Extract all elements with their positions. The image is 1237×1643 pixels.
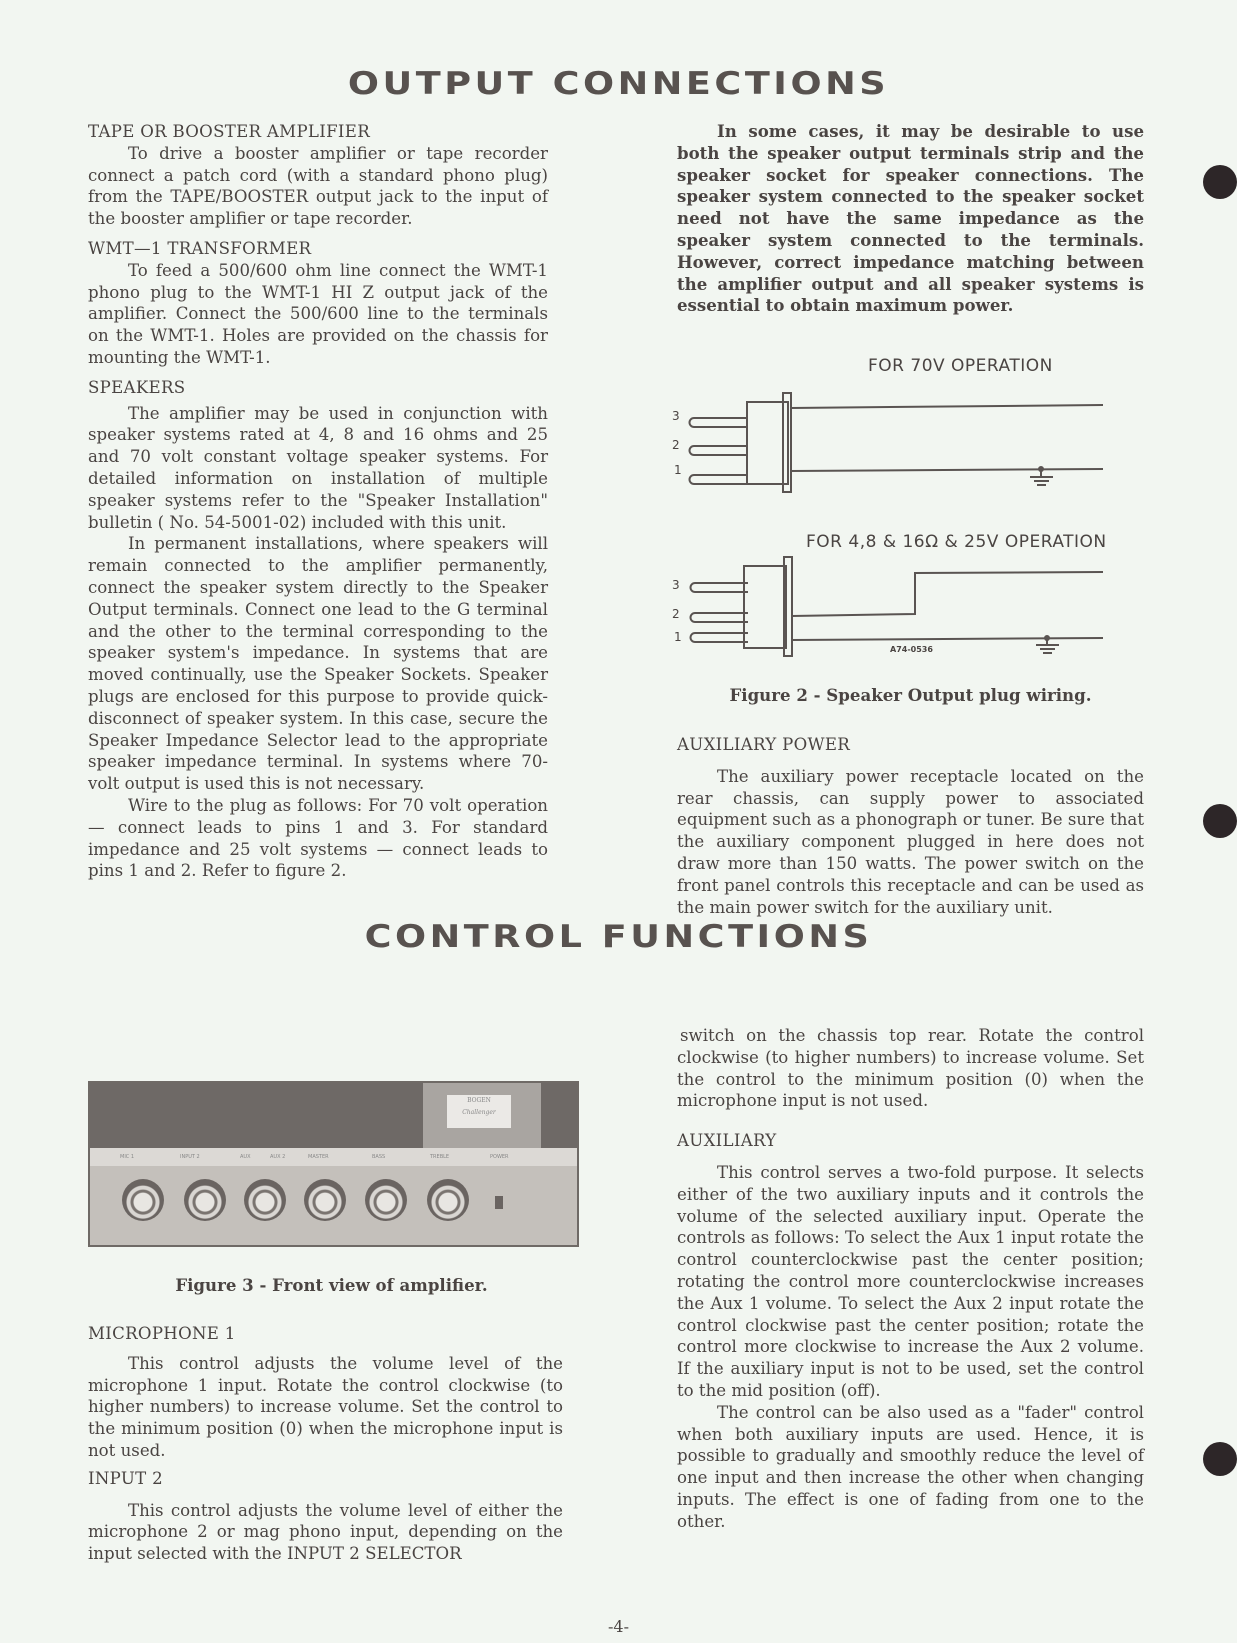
figure3-caption: Figure 3 - Front view of amplifier. xyxy=(175,1275,488,1295)
amp-model: Challenger xyxy=(462,1109,496,1116)
label-power: POWER xyxy=(490,1154,509,1160)
wmt-body: To feed a 500/600 ohm line connect the WMT-1 phono plug to the WMT-1 HI Z output jack of the amplifier. Connect the 500/600 line to the terminals on the WMT-1. Holes are provided on the chassis for mounting the WMT-1. xyxy=(88,260,548,367)
control-functions-right-column xyxy=(677,1025,1144,1533)
aux-power-body: The auxiliary power receptacle located on the rear chassis, can supply power to associated equipment such as a phonograph or tuner. Be sure that the auxiliary component plugged in here does not draw more than 150 watts. The power switch on the front panel controls this receptacle and can be used as the main power switch for the auxiliary unit. xyxy=(677,766,1144,917)
tape-booster-body: To drive a booster amplifier or tape recorder connect a patch cord (with a standard phono plug) from the TAPE/BOOSTER output jack to the input of the booster amplifier or tape recorder. xyxy=(88,143,548,229)
wmt-heading: WMT—1 TRANSFORMER xyxy=(88,238,312,258)
amplifier-front-photo xyxy=(88,1081,579,1247)
label-input2: INPUT 2 xyxy=(180,1154,200,1160)
speakers-body-2: In permanent installations, where speakers will remain connected to the amplifier permanently, connect the speaker system directly to the Speaker Output terminals. Connect one lead to the G terminal and the other to the terminal corresponding to the speaker system's impedance. In systems that are moved continually, use the Speaker Sockets. Speaker plugs are enclosed for this purpose to provide quick-disconnect of speaker system. In this case, secure the Speaker Impedance Selector lead to the appropriate speaker impedance terminal. In systems where 70-volt output is used this is not necessary. xyxy=(88,534,548,794)
pin-label-2: 2 xyxy=(672,438,680,452)
pin-label-3: 3 xyxy=(672,409,680,423)
drawing-number: A74-0536 xyxy=(890,645,933,654)
page-number: -4- xyxy=(608,1617,629,1636)
amp-control-labels xyxy=(90,1148,577,1166)
punch-hole-bottom xyxy=(1203,1442,1237,1476)
input2-body: This control adjusts the volume level of either the microphone 2 or mag phono input, depending on the input selected with the INPUT 2 SELECTOR xyxy=(88,1500,563,1564)
punch-hole-top xyxy=(1203,165,1237,199)
auxiliary-body-1: This control serves a two-fold purpose. It selects either of the two auxiliary inputs and it controls the volume of the selected auxiliary input. Operate the controls as follows: To select the Aux 1 input rotate the control counterclockwise past the center position; rotating the control more counterclockwise increases the Aux 1 volume. To select the Aux 2 input rotate the control clockwise past the center position; rotate the control more clockwise to increase the Aux 2 volume. If the auxiliary input is not to be used, set the control to the mid position (off). xyxy=(677,1162,1144,1400)
label-aux: AUX xyxy=(240,1154,251,1160)
ground-icon xyxy=(1038,466,1044,472)
label-aux2: AUX 2 xyxy=(270,1154,286,1160)
amp-brand-badge xyxy=(423,1083,541,1148)
knob-input2 xyxy=(184,1179,226,1221)
power-switch xyxy=(495,1196,503,1209)
figure2-label-standard: FOR 4,8 & 16Ω & 25V OPERATION xyxy=(806,532,1107,552)
pin-label-1b: 1 xyxy=(674,630,682,644)
knob-mic1 xyxy=(122,1179,164,1221)
auxiliary-heading: AUXILIARY xyxy=(677,1131,777,1151)
pin-label-3b: 3 xyxy=(672,578,680,592)
label-master: MASTER xyxy=(308,1154,329,1160)
tape-booster-heading: TAPE OR BOOSTER AMPLIFIER xyxy=(88,122,370,141)
punch-hole-middle xyxy=(1203,804,1237,838)
control-functions-left-column xyxy=(88,1323,563,1565)
speaker-socket-note: In some cases, it may be desirable to use both the speaker output terminals strip and the speaker socket for speaker connections. The speaker system connected to the speaker socket need not have the same impedance as the speaker system connected to the terminals. However, correct impedance matching between the amplifier output and all speaker systems is essential to obtain maximum power. xyxy=(677,121,1144,316)
section-title-output-connections: OUTPUT CONNECTIONS xyxy=(347,66,890,102)
mic1-heading: MICROPHONE 1 xyxy=(88,1324,236,1343)
figure2-label-70v: FOR 70V OPERATION xyxy=(868,356,1053,376)
knob-bass xyxy=(365,1179,407,1221)
knob-treble xyxy=(427,1179,469,1221)
speakers-heading: SPEAKERS xyxy=(88,377,186,397)
section-title-control-functions: CONTROL FUNCTIONS xyxy=(364,919,873,955)
input2-heading: INPUT 2 xyxy=(88,1468,163,1488)
pin-label-2b: 2 xyxy=(672,607,680,621)
amp-brand: BOGEN xyxy=(467,1097,491,1104)
speakers-body-3: Wire to the plug as follows: For 70 volt operation — connect leads to pins 1 and 3. For standard impedance and 25 volt systems — connect leads to pins 1 and 2. Refer to figure 2. xyxy=(88,795,548,881)
ground-icon xyxy=(1044,635,1050,641)
pin-label-1: 1 xyxy=(674,463,682,477)
speakers-body-1: The amplifier may be used in conjunction with speaker systems rated at 4, 8 and 16 ohms and 25 and 70 volt constant voltage speaker systems. For detailed information on installation of multiple speaker systems refer to the "Speaker Installation" bulletin ( No. 54-5001-02) included with this unit. xyxy=(88,403,548,532)
auxiliary-body-2: The control can be also used as a "fader" control when both auxiliary inputs are used. Hence, it is possible to gradually and smoothly reduce the level of one input and then increase the other when changing inputs. The effect is one of fading from one to the other. xyxy=(677,1402,1144,1531)
knob-aux xyxy=(244,1179,286,1221)
aux-power-section xyxy=(677,734,1144,918)
figure2-caption: Figure 2 - Speaker Output plug wiring. xyxy=(729,685,1092,705)
label-mic1: MIC 1 xyxy=(120,1154,135,1160)
label-treble: TREBLE xyxy=(430,1154,450,1160)
knob-master xyxy=(304,1179,346,1221)
aux-power-heading: AUXILIARY POWER xyxy=(677,735,851,754)
mic1-body: This control adjusts the volume level of the microphone 1 input. Rotate the control clockwise (to higher numbers) to increase volume. Set the control to the minimum position (0) when the microphone input is not used. xyxy=(88,1353,563,1460)
input2-continued: switch on the chassis top rear. Rotate the control clockwise (to higher numbers) to increase volume. Set the control to the minimum position (0) when the microphone input is not used. xyxy=(677,1026,1144,1111)
label-bass: BASS xyxy=(372,1154,386,1160)
